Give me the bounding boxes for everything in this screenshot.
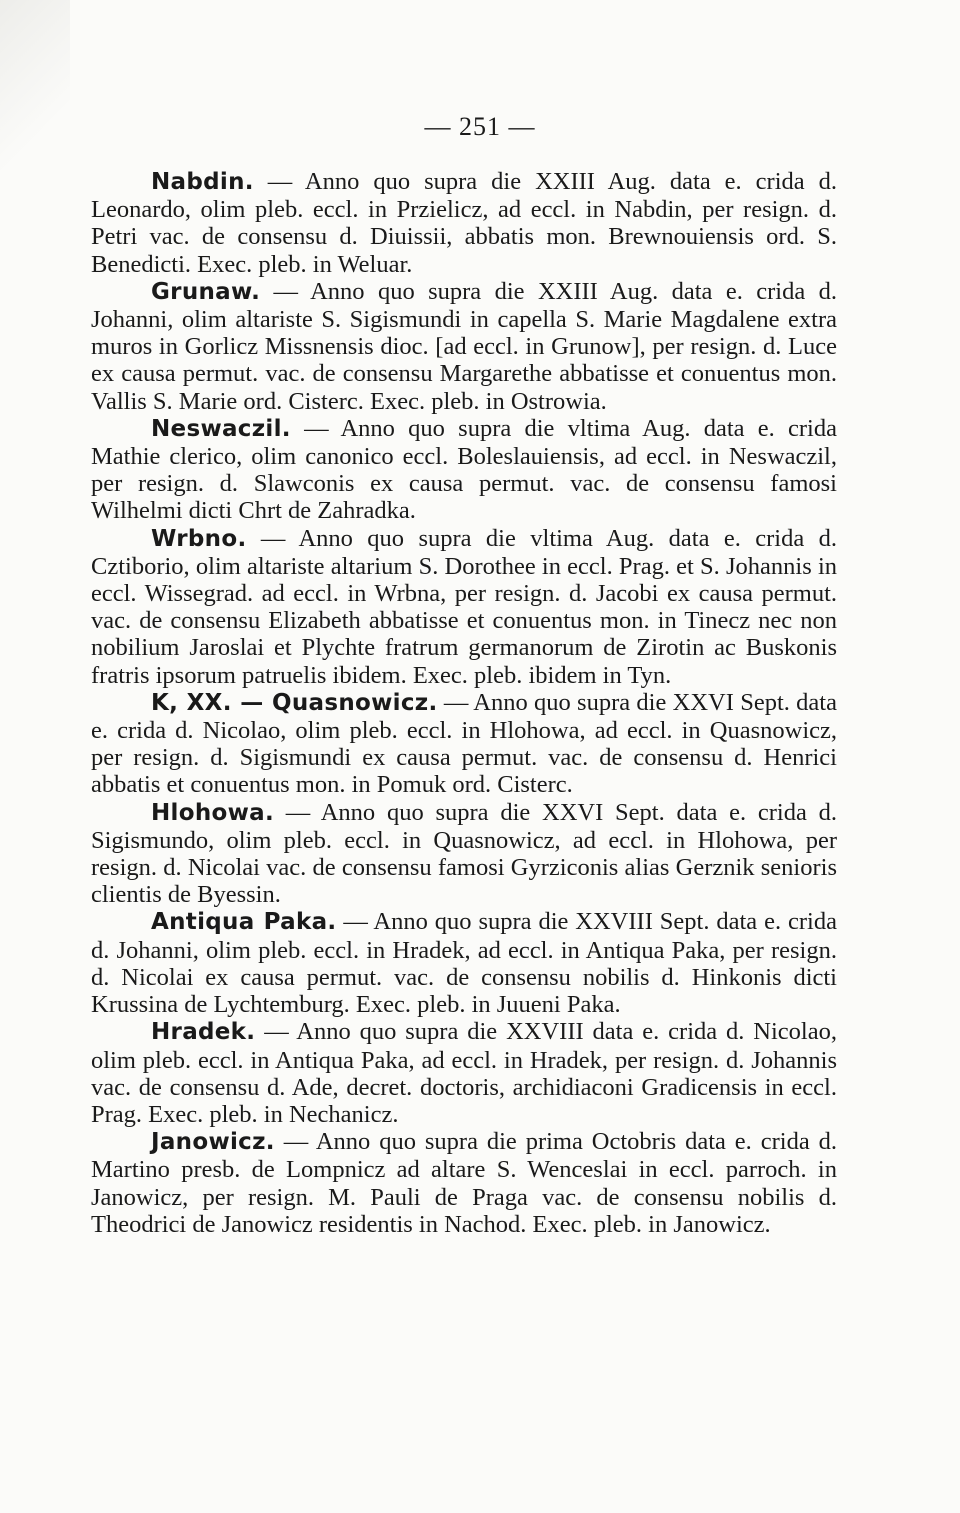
entry-neswaczil <box>91 415 837 525</box>
entry-text: — Anno quo supra die XXVI Sept. data e. crida d. Nicolao, olim pleb. eccl. in Hlohowa, ad eccl. in Quasnowicz, per resign. d. Sigismundi ex causa permut. vac. de consensu d. Henrici abbatis et conuentus mon. in Pomuk ord. Cisterc. <box>91 688 837 799</box>
entry-antiqua-paka <box>91 908 837 1018</box>
entry-wrbno <box>91 525 837 689</box>
entry-janowicz <box>91 1128 837 1238</box>
entry-text: — Anno quo supra die XXVIII Sept. data e. crida d. Johanni, olim pleb. eccl. in Hradek, ad eccl. in Antiqua Paka, per resign. d. Nicolai ex causa permut. vac. de consensu nobilis d. Hinkonis dicti Krussina de Lychtemburg. Exec. pleb. in Juueni Paka. <box>91 908 837 1019</box>
entry-heading: Janowicz. <box>151 1129 275 1156</box>
entry-quasnowicz <box>91 689 837 799</box>
entry-heading: Hlohowa. <box>151 799 275 826</box>
entry-hlohowa <box>91 799 837 909</box>
entry-heading: Nabdin. <box>151 169 254 195</box>
entry-heading: Hradek. <box>151 1019 256 1046</box>
entry-text: — Anno quo supra die prima Octobris data e. crida d. Martino presb. de Lompnicz ad altare S. Wenceslai in eccl. parroch. in Janowicz, per resign. M. Pauli de Praga vac. de consensu nobilis d. Theodrici de Janowicz residentis in Nachod. Exec. pleb. in Janowicz. <box>91 1128 837 1238</box>
entry-text: — Anno quo supra die vltima Aug. data e. crida Mathie clerico, olim canonico eccl. Boleslauiensis, ad eccl. in Neswaczil, per resign. d. Slawconis ex causa permut. vac. de consensu famosi Wilhelmi dicti Chrt de Zahradka. <box>91 414 837 525</box>
page-number: — 251 — <box>424 112 536 141</box>
entry-heading: Grunaw. <box>151 278 261 305</box>
entry-text: — Anno quo supra die XXIII Aug. data e. crida d. Leonardo, olim pleb. eccl. in Przielicz, ad eccl. in Nabdin, per resign. d. Petri vac. de consensu d. Diuissii, abbatis mon. Brewnouiensis ord. S. Benedicti. Exec. pleb. in Weluar. <box>91 168 837 278</box>
entry-nabdin <box>91 168 837 278</box>
entry-text: — Anno quo supra die vltima Aug. data e. crida d. Cztiborio, olim altariste altarium S. Dorothee in eccl. Prag. et S. Johannis in eccl. Wissegrad. ad eccl. in Wrbna, per resign. d. Jacobi ex causa permut. vac. de consensu Elizabeth abbatisse et conuentus mon. in Tinecz nec non nobilium Jaroslai et Plychte fratrum germanorum de Zirotin ac Buskonis fratris ipsorum patruelis ibidem. Exec. pleb. ibidem in Tyn. <box>91 524 837 689</box>
entry-text: — Anno quo supra die XXVI Sept. data e. crida d. Sigismundo, olim pleb. eccl. in Quasnowicz, ad eccl. in Hlohowa, per resign. d. Nicolai vac. de consensu famosi Gyrziconis alias Gerznik senioris clientis de Byessin. <box>91 798 837 909</box>
entry-heading: Antiqua Paka. <box>151 909 337 936</box>
entry-heading: K, XX. — Quasnowicz. <box>151 689 438 716</box>
entry-text: — Anno quo supra die XXVIII data e. crida d. Nicolao, olim pleb. eccl. in Antiqua Paka, ad eccl. in Hradek, per resign. d. Johannis vac. de consensu d. Ade, decret. doctoris, archidiaconi Gradicensis in eccl. Prag. Exec. pleb. in Nechanicz. <box>91 1018 837 1128</box>
document-body <box>91 168 837 1238</box>
entry-grunaw <box>91 278 837 415</box>
entry-hradek <box>91 1018 837 1128</box>
entry-heading: Wrbno. <box>151 525 247 552</box>
entry-heading: Neswaczil. <box>151 415 291 442</box>
scan-shadow <box>0 0 70 180</box>
entry-text: — Anno quo supra die XXIII Aug. data e. crida d. Johanni, olim altariste S. Sigismundi in capella S. Marie Magdalene extra muros in Gorlicz Missnensis dioc. [ad eccl. in Grunow], per resign. d. Luce ex causa permut. vac. de consensu Margarethe abbatisse et conuentus mon. Vallis S. Marie ord. Cisterc. Exec. pleb. in Ostrowia. <box>91 277 837 415</box>
